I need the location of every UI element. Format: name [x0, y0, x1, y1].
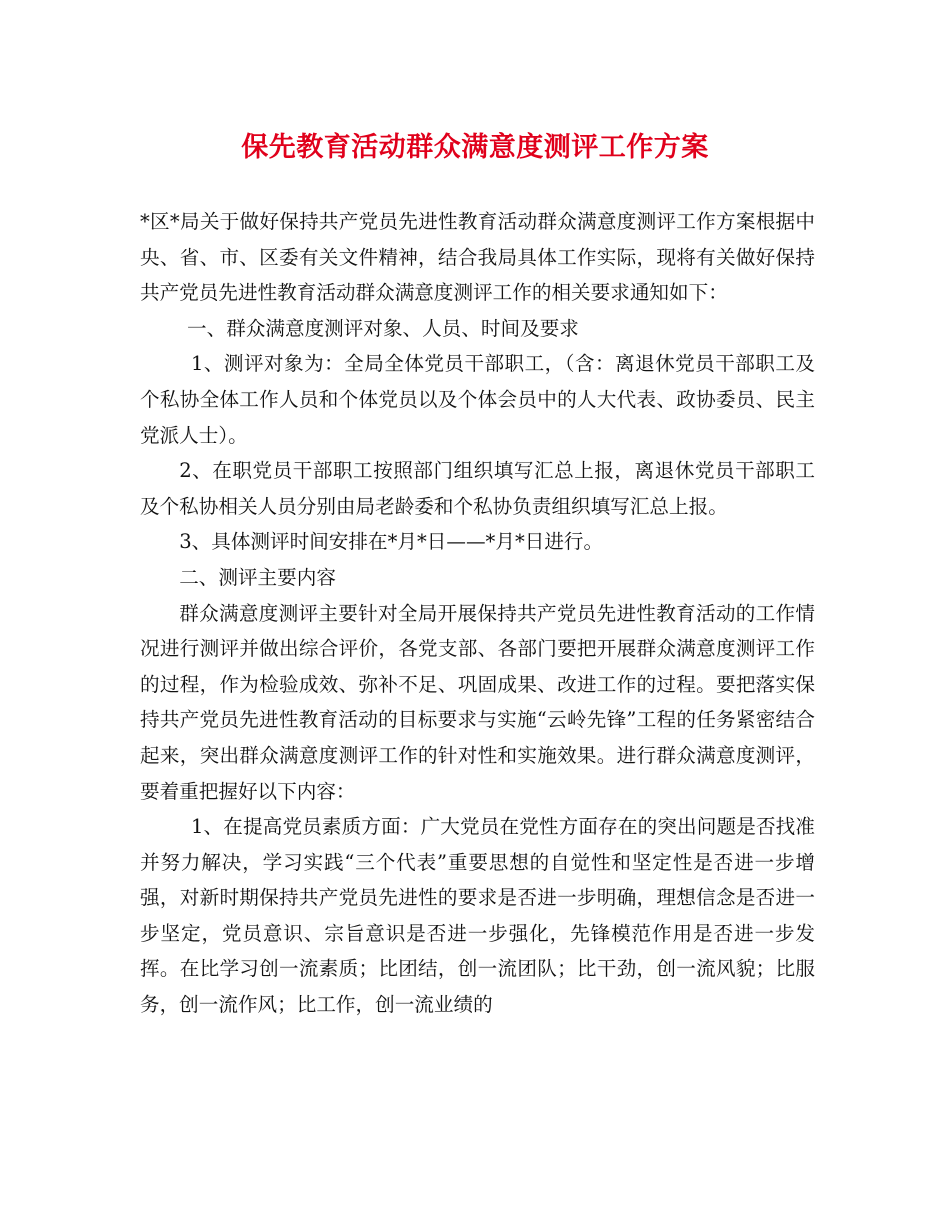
item-paragraph-3: 3、具体测评时间安排在*月*日——*月*日进行。 — [179, 530, 604, 554]
section-heading-1: 一、群众满意度测评对象、人员、时间及要求 — [187, 316, 579, 340]
section-heading-2: 二、测评主要内容 — [179, 565, 336, 589]
document-body — [140, 204, 815, 1023]
content-paragraph: 群众满意度测评主要针对全局开展保持共产党员先进性教育活动的工作情况进行测评并做出综合评价，各党支部、各部门要把开展群众满意度测评工作的过程，作为检验成效、弥补不足、巩固成果、改进工作的过程。要把落实保持共产党员先进性教育活动的目标要求与实施“云岭先锋”工程的任务紧密结合起来，突出群众满意度测评工作的针对性和实施效果。进行群众满意度测评，要着重把握好以下内容： — [140, 601, 815, 803]
item-paragraph-4: 1、在提高党员素质方面：广大党员在党性方面存在的突出问题是否找准并努力解决，学习实践“三个代表”重要思想的自觉性和坚定性是否进一步增强，对新时期保持共产党员先进性的要求是否进一步明确，理想信念是否进一步坚定，党员意识、宗旨意识是否进一步强化，先锋模范作用是否进一步发挥。在比学习创一流素质；比团结，创一流团队；比干劲，创一流风貌；比服务，创一流作风；比工作，创一流业绩的 — [140, 815, 815, 1017]
document-title: 保先教育活动群众满意度测评工作方案 — [241, 132, 709, 163]
intro-paragraph: *区*局关于做好保持共产党员先进性教育活动群众满意度测评工作方案根据中央、省、市、区委有关文件精神，结合我局具体工作实际，现将有关做好保持共产党员先进性教育活动群众满意度测评工作的相关要求通知如下： — [140, 210, 815, 305]
item-paragraph-1: 1、测评对象为：全局全体党员干部职工，（含：离退休党员干部职工及个私协全体工作人员和个体党员以及个体会员中的人大代表、政协委员、民主党派人士）。 — [140, 352, 815, 447]
item-paragraph-2: 2、在职党员干部职工按照部门组织填写汇总上报，离退休党员干部职工及个私协相关人员分别由局老龄委和个私协负责组织填写汇总上报。 — [140, 459, 815, 518]
